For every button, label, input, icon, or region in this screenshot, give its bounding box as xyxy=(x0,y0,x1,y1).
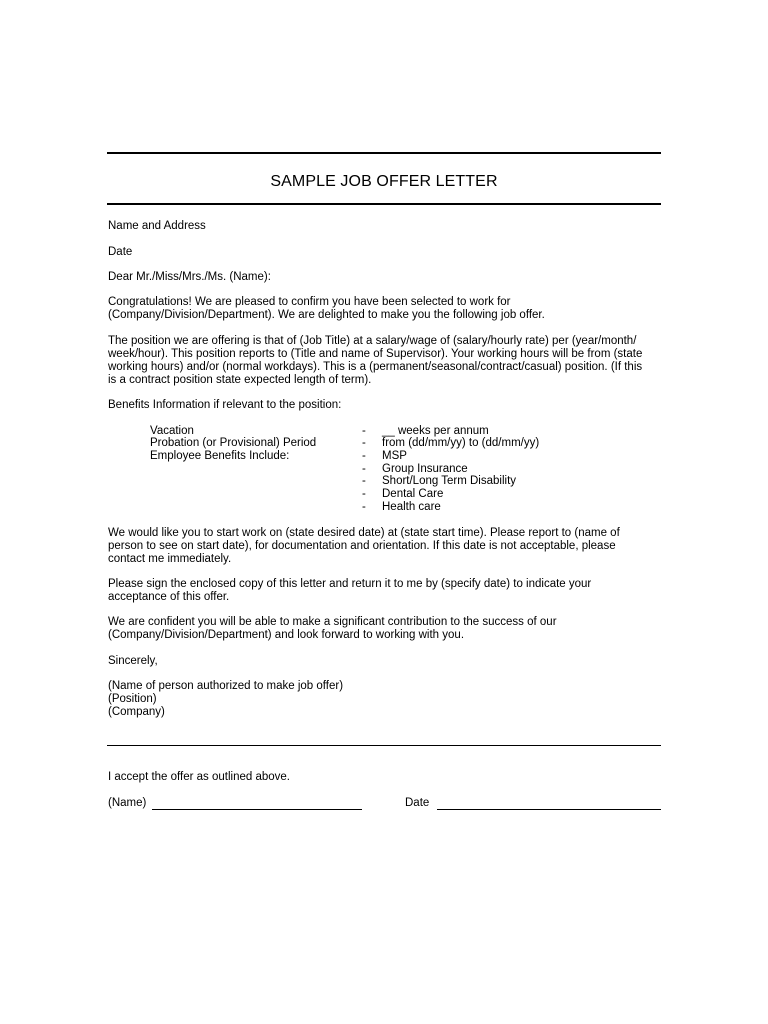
benefit-dash: - xyxy=(362,463,366,475)
benefit-dash: - xyxy=(362,425,366,437)
paragraph-start-date: We would like you to start work on (state desired date) at (state start time). Please report to (name of person to see on start date), for documentation and orientation. If this date is not acceptable, please contact me immediately. xyxy=(108,527,620,565)
salutation: Dear Mr./Miss/Mrs./Ms. (Name): xyxy=(108,271,271,283)
paragraph-congratulations: Congratulations! We are pleased to confirm you have been selected to work for (Company/Division/Department). We are delighted to make you the following job offer. xyxy=(108,296,545,321)
name-and-address: Name and Address xyxy=(108,220,206,232)
title-underline-rule xyxy=(107,203,661,205)
date-signature-label: Date xyxy=(405,797,430,809)
top-rule xyxy=(107,152,661,154)
date-signature-line[interactable] xyxy=(437,809,661,810)
benefit-value: from (dd/mm/yy) to (dd/mm/yy) xyxy=(382,437,540,449)
signatory-block: (Name of person authorized to make job offer) (Position) (Company) xyxy=(108,680,344,718)
benefit-value: Group Insurance xyxy=(382,463,468,475)
benefit-value: MSP xyxy=(382,450,407,462)
paragraph-position: The position we are offering is that of (Job Title) at a salary/wage of (salary/hourly rate) per (year/month/ week/hour). This position reports to (Title and name of Supervisor). Your working hours will be from (state working hours) and/or (normal workdays). This is a (permanent/seasonal/contract/casual) position. (If this is a contract position state expected length of term). xyxy=(108,335,643,386)
name-signature-line[interactable] xyxy=(152,809,362,810)
benefit-value: Health care xyxy=(382,501,441,513)
acceptance-divider xyxy=(107,745,661,746)
benefit-value: Short/Long Term Disability xyxy=(382,475,517,487)
benefit-dash: - xyxy=(362,501,366,513)
benefit-label: Employee Benefits Include: xyxy=(150,450,290,462)
closing: Sincerely, xyxy=(108,655,158,667)
benefit-dash: - xyxy=(362,475,366,487)
benefits-intro: Benefits Information if relevant to the position: xyxy=(108,399,342,411)
benefit-dash: - xyxy=(362,488,366,500)
benefit-value: Dental Care xyxy=(382,488,444,500)
benefit-value: __ weeks per annum xyxy=(382,425,489,437)
benefit-label: Probation (or Provisional) Period xyxy=(150,437,317,449)
benefit-dash: - xyxy=(362,437,366,449)
paragraph-sign-return: Please sign the enclosed copy of this letter and return it to me by (specify date) to indicate your acceptance of this offer. xyxy=(108,578,592,603)
benefit-label: Vacation xyxy=(150,425,194,437)
name-signature-label: (Name) xyxy=(108,797,147,809)
document-title: SAMPLE JOB OFFER LETTER xyxy=(270,173,498,190)
benefit-dash: - xyxy=(362,450,366,462)
date-line: Date xyxy=(108,246,133,258)
paragraph-confident: We are confident you will be able to make a significant contribution to the success of our (Company/Division/Department) and look forward to working with you. xyxy=(108,616,557,641)
acceptance-text: I accept the offer as outlined above. xyxy=(108,771,290,783)
